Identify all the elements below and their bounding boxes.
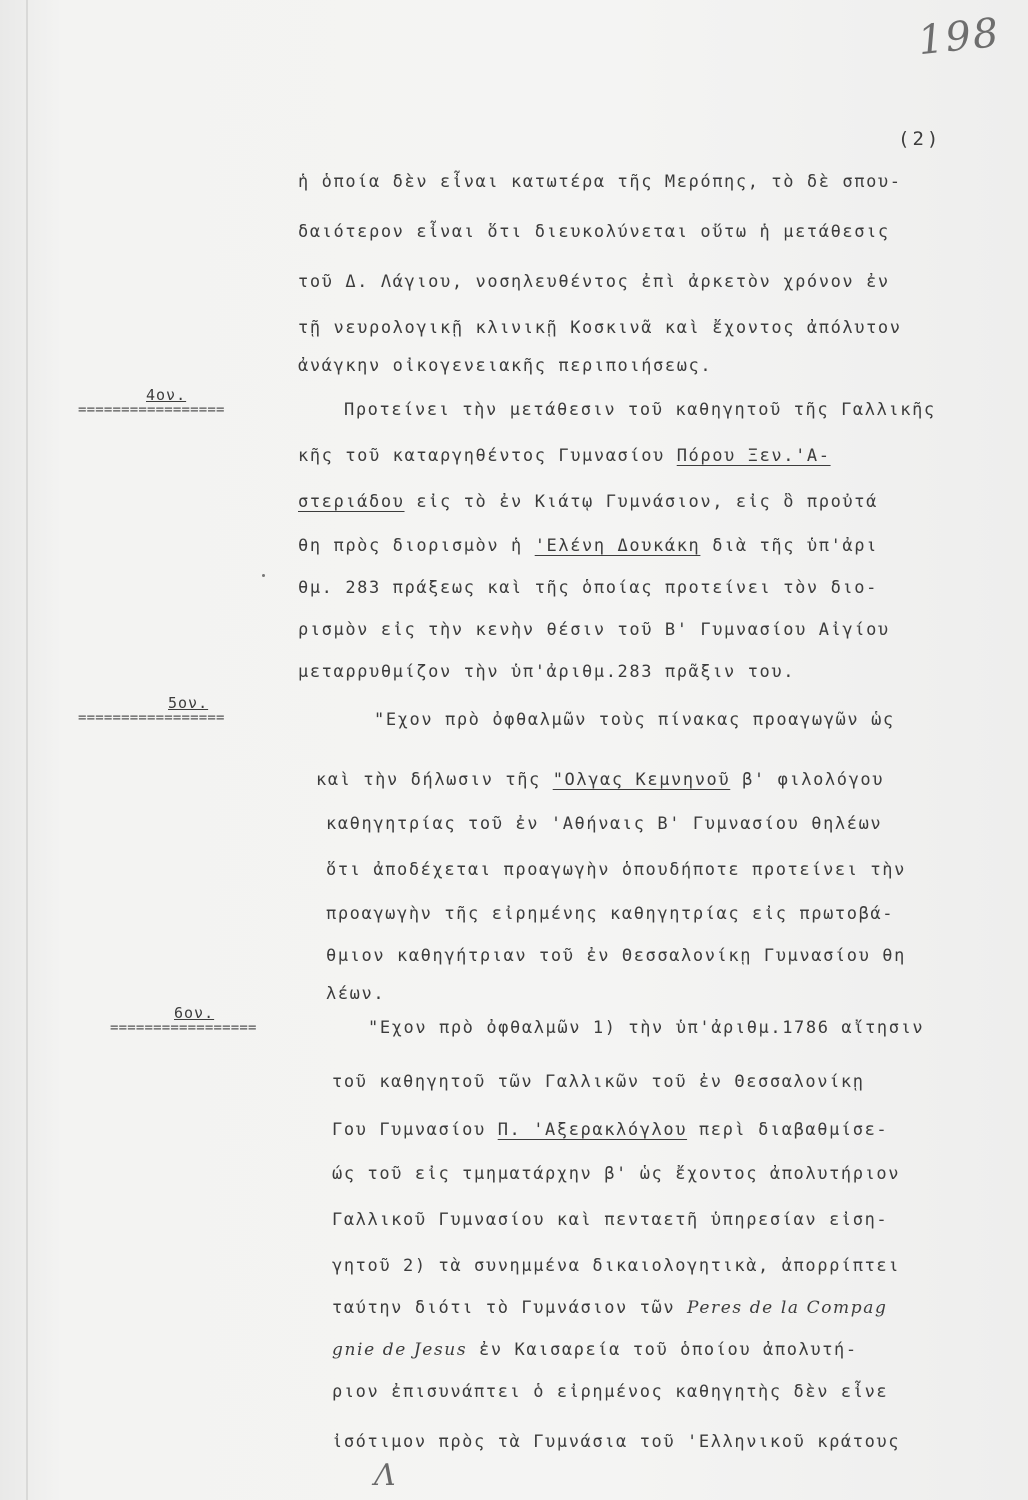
text-segment: β' φιλολόγου	[730, 770, 885, 790]
text-line: Γαλλικοῦ Γυμνασίου καὶ πενταετῆ ὑπηρεσίαν εἰση-	[332, 1210, 889, 1230]
text-line: ἀνάγκην οἰκογενειακῆς περιποιήσεως.	[298, 356, 713, 376]
text-line: τοῦ Δ. Λάγιου, νοσηλευθέντος ἐπὶ ἀρκετὸν χρόνον ἐν	[298, 272, 890, 292]
text-line: ριον ἐπισυνάπτει ὁ εἰρημένος καθηγητὴς δὲν εἶνε	[332, 1382, 889, 1402]
text-line: θμιον καθηγήτριαν τοῦ ἐν Θεσσαλονίκῃ Γυμνασίου θη	[326, 946, 906, 966]
text-line: ώς τοῦ εἰς τμηματάρχην β' ὡς ἔχοντος ἀπολυτήριον	[332, 1164, 901, 1184]
section-marker-5: 5ον.	[168, 694, 209, 712]
name-underlined: "Ολγας Κεμνηνοῦ	[552, 770, 731, 790]
text-segment: διὰ τῆς ὑπ'ἀρι	[700, 536, 878, 556]
text-line: καθηγητρίας τοῦ ἐν 'Αθήναις Β' Γυμνασίου θηλέων	[326, 814, 883, 834]
text-segment: περὶ διαβαθμίσε-	[687, 1120, 889, 1140]
text-segment: καὶ τὴν δήλωσιν τῆς	[316, 770, 553, 790]
text-line: ἰσότιμον πρὸς τὰ Γυμνάσια τοῦ 'Ελληνικοῦ κράτους	[332, 1432, 901, 1452]
folio-number: 198	[915, 9, 1003, 65]
text-line: ρισμὸν εἰς τὴν κενὴν θέσιν τοῦ Β' Γυμνασίου Αἰγίου	[298, 620, 890, 640]
text-line	[332, 1298, 887, 1318]
text-line	[332, 1340, 858, 1360]
text-line	[316, 770, 884, 790]
section-marker-4: 4ον.	[146, 386, 187, 404]
section-marker-6: 6ον.	[174, 1004, 215, 1022]
foreign-name-italic: Peres de la Compag	[687, 1298, 888, 1318]
name-underlined: 'Ελένη Δουκάκη	[534, 536, 701, 556]
text-segment: Γου Γυμνασίου	[332, 1120, 498, 1140]
text-line: ὅτι ἀποδέχεται προαγωγὴν ὁπουδήποτε προτείνει τὴν	[326, 860, 906, 880]
text-segment: κῆς τοῦ καταργηθέντος Γυμνασίου	[298, 446, 677, 466]
handwritten-initial: Λ	[374, 1458, 396, 1493]
text-line	[298, 492, 878, 512]
page-number: (2)	[898, 128, 942, 150]
text-line: τοῦ καθηγητοῦ τῶν Γαλλικῶν τοῦ ἐν Θεσσαλονίκῃ	[332, 1072, 865, 1092]
text-segment: ταύτην διότι τὸ Γυμνάσιον τῶν	[332, 1298, 688, 1318]
text-line: μεταρρυθμίζον τὴν ὑπ'ἀριθμ.283 πρᾶξιν του.	[298, 662, 796, 682]
section-rule-5: =================	[78, 710, 225, 726]
text-line: δαιότερον εἶναι ὅτι διευκολύνεται οὕτω ἡ μετάθεσις	[298, 222, 890, 242]
name-underlined: Πόρου Ξεν.'Α-	[676, 446, 831, 466]
stray-mark	[262, 574, 265, 577]
name-underlined: Π. 'Αξερακλόγλου	[497, 1120, 688, 1140]
text-line: γητοῦ 2) τὰ συνημμένα δικαιολογητικὰ, ἀπορρίπτει	[332, 1256, 901, 1276]
name-underlined: στεριάδου	[298, 492, 405, 512]
text-line	[298, 446, 831, 466]
section-rule-6: =================	[110, 1020, 257, 1036]
text-line: "Εχον πρὸ ὀφθαλμῶν τοὺς πίνακας προαγωγῶν ὡς	[374, 710, 895, 730]
page-edge-shadow	[26, 0, 28, 1500]
foreign-name-italic: gnie de Jesus	[332, 1340, 468, 1360]
text-line: Προτείνει τὴν μετάθεσιν τοῦ καθηγητοῦ τῆς Γαλλικῆς	[344, 400, 936, 420]
text-line	[332, 1120, 888, 1140]
section-rule-4: =================	[78, 402, 225, 418]
text-line: ἡ ὁποία δὲν εἶναι κατωτέρα τῆς Μερόπης, τὸ δὲ σπου-	[298, 172, 902, 192]
text-line: προαγωγὴν τῆς εἰρημένης καθηγητρίας εἰς πρωτοβά-	[326, 904, 895, 924]
text-line: "Εχον πρὸ ὀφθαλμῶν 1) τὴν ὑπ'ἀριθμ.1786 αἴτησιν	[368, 1018, 925, 1038]
text-line	[298, 536, 878, 556]
text-segment: εἰς τὸ ἐν Κιάτῳ Γυμνάσιον, εἰς ὃ προὐτά	[404, 492, 878, 512]
text-line: λέων.	[326, 984, 386, 1004]
text-segment: θη πρὸς διορισμὸν ἡ	[298, 536, 535, 556]
text-line: τῇ νευρολογικῇ κλινικῇ Κοσκινᾶ καὶ ἔχοντος ἀπόλυτον	[298, 318, 902, 338]
text-segment: ἐν Καισαρεία τοῦ ὁποίου ἀπολυτή-	[467, 1340, 858, 1360]
text-line: θμ. 283 πράξεως καὶ τῆς ὁποίας προτείνει τὸν διο-	[298, 578, 878, 598]
